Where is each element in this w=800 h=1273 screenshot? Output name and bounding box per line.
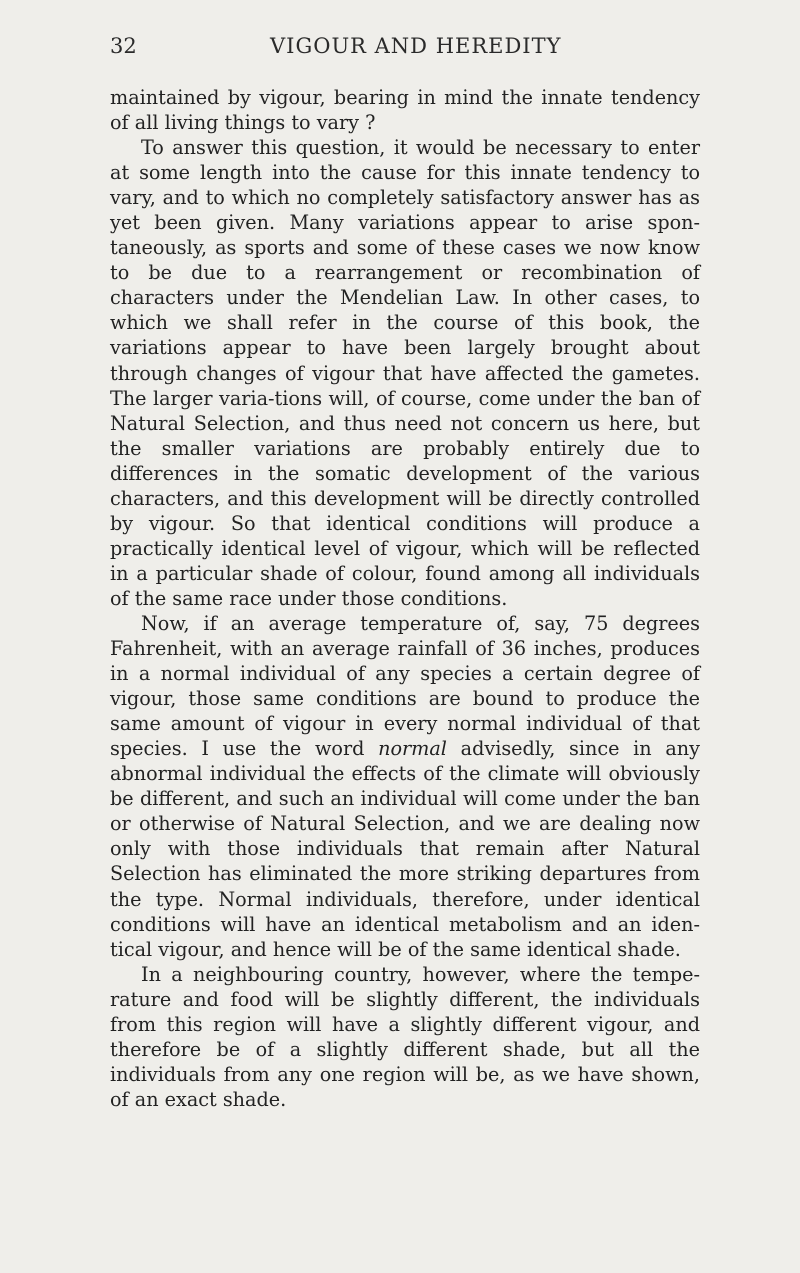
page-header	[110, 34, 685, 64]
paragraph: maintained by vigour, bearing in mind the innate tendency of all living things to vary ?	[110, 86, 700, 135]
emphasis: normal	[378, 737, 447, 761]
body-text	[110, 85, 700, 1112]
paragraph: Now, if an average temperature of, say, 75 degrees Fahrenheit, with an average rainfall of 36 inches, produces in a normal individual of any species a certain degree of vigour, those same conditions are bound to produce the same amount of vigour in every normal individual of that species. I use the word normal advisedly, since in any abnormal individual the effects of the climate will obviously be different, and such an individual will come under the ban or otherwise of Natural Selection, and we are dealing now only with those individuals that remain after Natural Selection has eliminated the more striking departures from the type. Normal individuals, therefore, under identical conditions will have an identical metabolism and an iden-tical vigour, and hence will be of the same identical shade.	[110, 611, 700, 961]
running-title: VIGOUR AND HEREDITY	[270, 34, 562, 58]
paragraph: To answer this question, it would be necessary to enter at some length into the cause for this innate tendency to vary, and to which no completely satisfactory answer has as yet been given. Many variations appear to arise spon-taneously, as sports and some of these cases we now know to be due to a rearrangement or recombination of characters under the Mendelian Law. In other cases, to which we shall refer in the course of this book, the variations appear to have been largely brought about through changes of vigour that have affected the gametes. The larger varia-tions will, of course, come under the ban of Natural Selection, and thus need not concern us here, but the smaller variations are probably entirely due to differences in the somatic development of the various characters, and this development will be directly controlled by vigour. So that identical conditions will produce a practically identical level of vigour, which will be reflected in a particular shade of colour, found among all individuals of the same race under those conditions.	[110, 136, 700, 610]
paragraph: In a neighbouring country, however, where the tempe-rature and food will be slightly different, the individuals from this region will have a slightly different vigour, and therefore be of a slightly different shade, but all the individuals from any one region will be, as we have shown, of an exact shade.	[110, 962, 700, 1111]
page-number: 32	[110, 34, 137, 58]
